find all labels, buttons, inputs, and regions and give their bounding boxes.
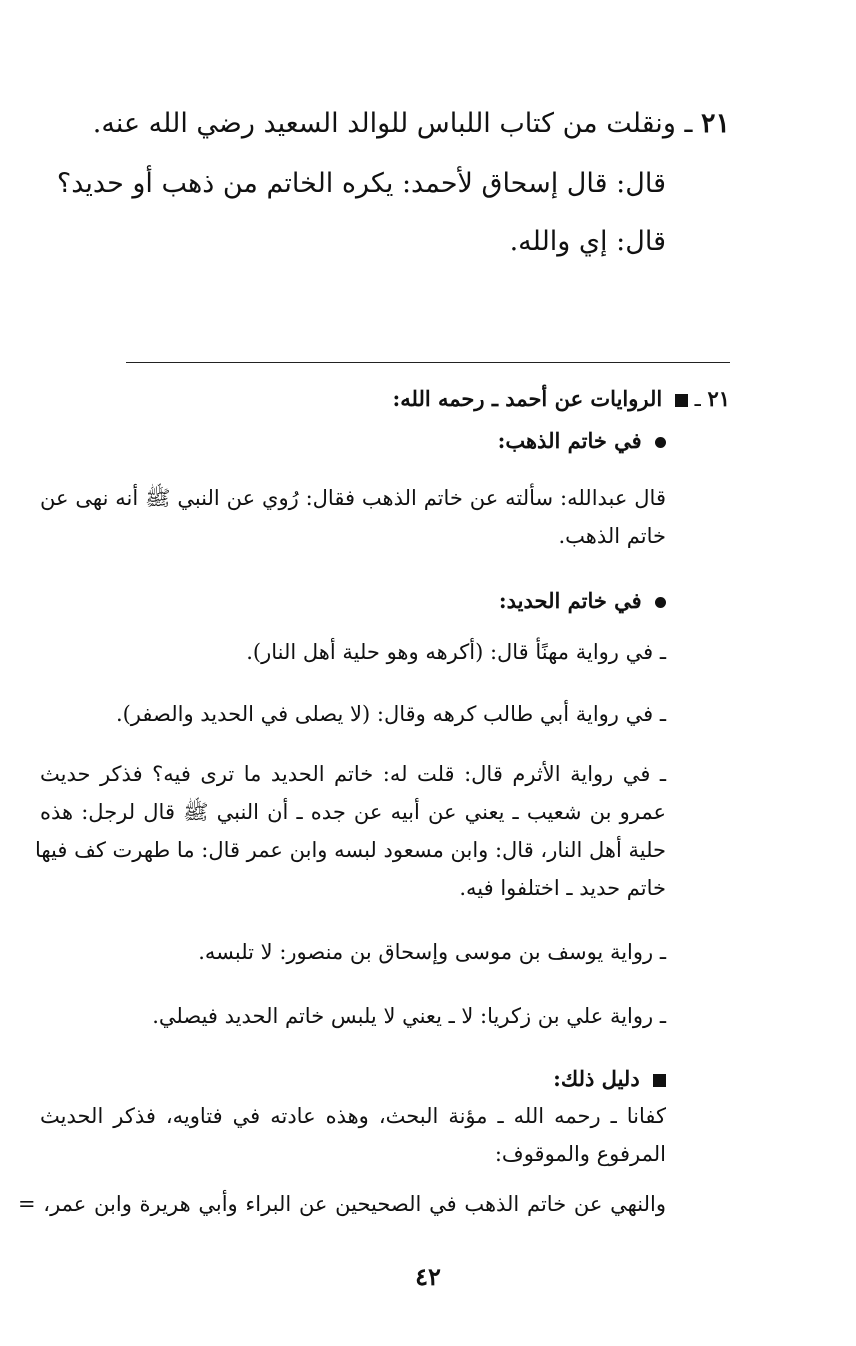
main-dash: ـ	[684, 108, 693, 139]
main-line-3: قال: إي والله.	[509, 226, 666, 257]
main-number: ٢١	[700, 108, 730, 139]
page-number: ٤٢	[415, 1262, 441, 1291]
main-line-1	[93, 108, 730, 140]
round-bullet-icon	[655, 437, 666, 448]
abu-talib-narration: ـ في رواية أبي طالب كرهه وقال: (لا يصلى في الحديد والصفر).	[115, 702, 666, 726]
iron-heading-line	[499, 588, 666, 613]
gold-heading: في خاتم الذهب:	[497, 428, 642, 453]
square-bullet-icon	[653, 1074, 666, 1087]
main-line-2: قال: قال إسحاق لأحمد: يكره الخاتم من ذهب أو حديد؟	[56, 168, 666, 199]
athram-line-1: ـ في رواية الأثرم قال: قلت له: خاتم الحديد ما ترى فيه؟ فذكر حديث	[40, 762, 666, 786]
evidence-heading-line	[553, 1066, 666, 1091]
ali-narration: ـ رواية علي بن زكريا: لا ـ يعني لا يلبس خاتم الحديد فيصلي.	[152, 1004, 666, 1028]
iron-heading: في خاتم الحديد:	[498, 588, 642, 613]
athram-line-4: خاتم حديد ـ اختلفوا فيه.	[459, 876, 666, 900]
athram-line-2: عمرو بن شعيب ـ يعني عن أبيه عن جده ـ أن النبي ﷺ قال لرجل: هذه	[40, 800, 666, 824]
square-bullet-icon	[675, 394, 688, 407]
gold-text-1: قال عبدالله: سألته عن خاتم الذهب فقال: رُوي عن النبي ﷺ أنه نهى عن	[40, 486, 666, 510]
main-text-1: ونقلت من كتاب اللباس للوالد السعيد رضي الله عنه.	[92, 108, 676, 139]
footnote-heading: الروايات عن أحمد ـ رحمه الله:	[392, 386, 663, 411]
evidence-line-1: كفانا ـ رحمه الله ـ مؤنة البحث، وهذه عادته في فتاويه، فذكر الحديث	[40, 1104, 666, 1128]
evidence-heading: دليل ذلك:	[553, 1066, 640, 1091]
gold-text-2: خاتم الذهب.	[558, 524, 666, 548]
evidence-line-3: والنهي عن خاتم الذهب في الصحيحين عن البراء وأبي هريرة وابن عمر، =	[18, 1192, 666, 1216]
athram-line-3: حلية أهل النار، قال: وابن مسعود لبسه وابن عمر قال: ما طهرت كف فيها	[34, 838, 666, 862]
gold-heading-line	[498, 428, 666, 453]
yusuf-narration: ـ رواية يوسف بن موسى وإسحاق بن منصور: لا تلبسه.	[198, 940, 666, 964]
muhanna-narration: ـ في رواية مهنًأ قال: (أكرهه وهو حلية أهل النار).	[246, 640, 666, 664]
round-bullet-icon	[655, 597, 666, 608]
evidence-line-2: المرفوع والموقوف:	[494, 1142, 666, 1166]
footnote-separator	[126, 362, 730, 363]
footnote-number: ٢١	[707, 386, 730, 411]
footnote-heading-line	[392, 386, 730, 412]
footnote-dash: ـ	[694, 387, 701, 411]
